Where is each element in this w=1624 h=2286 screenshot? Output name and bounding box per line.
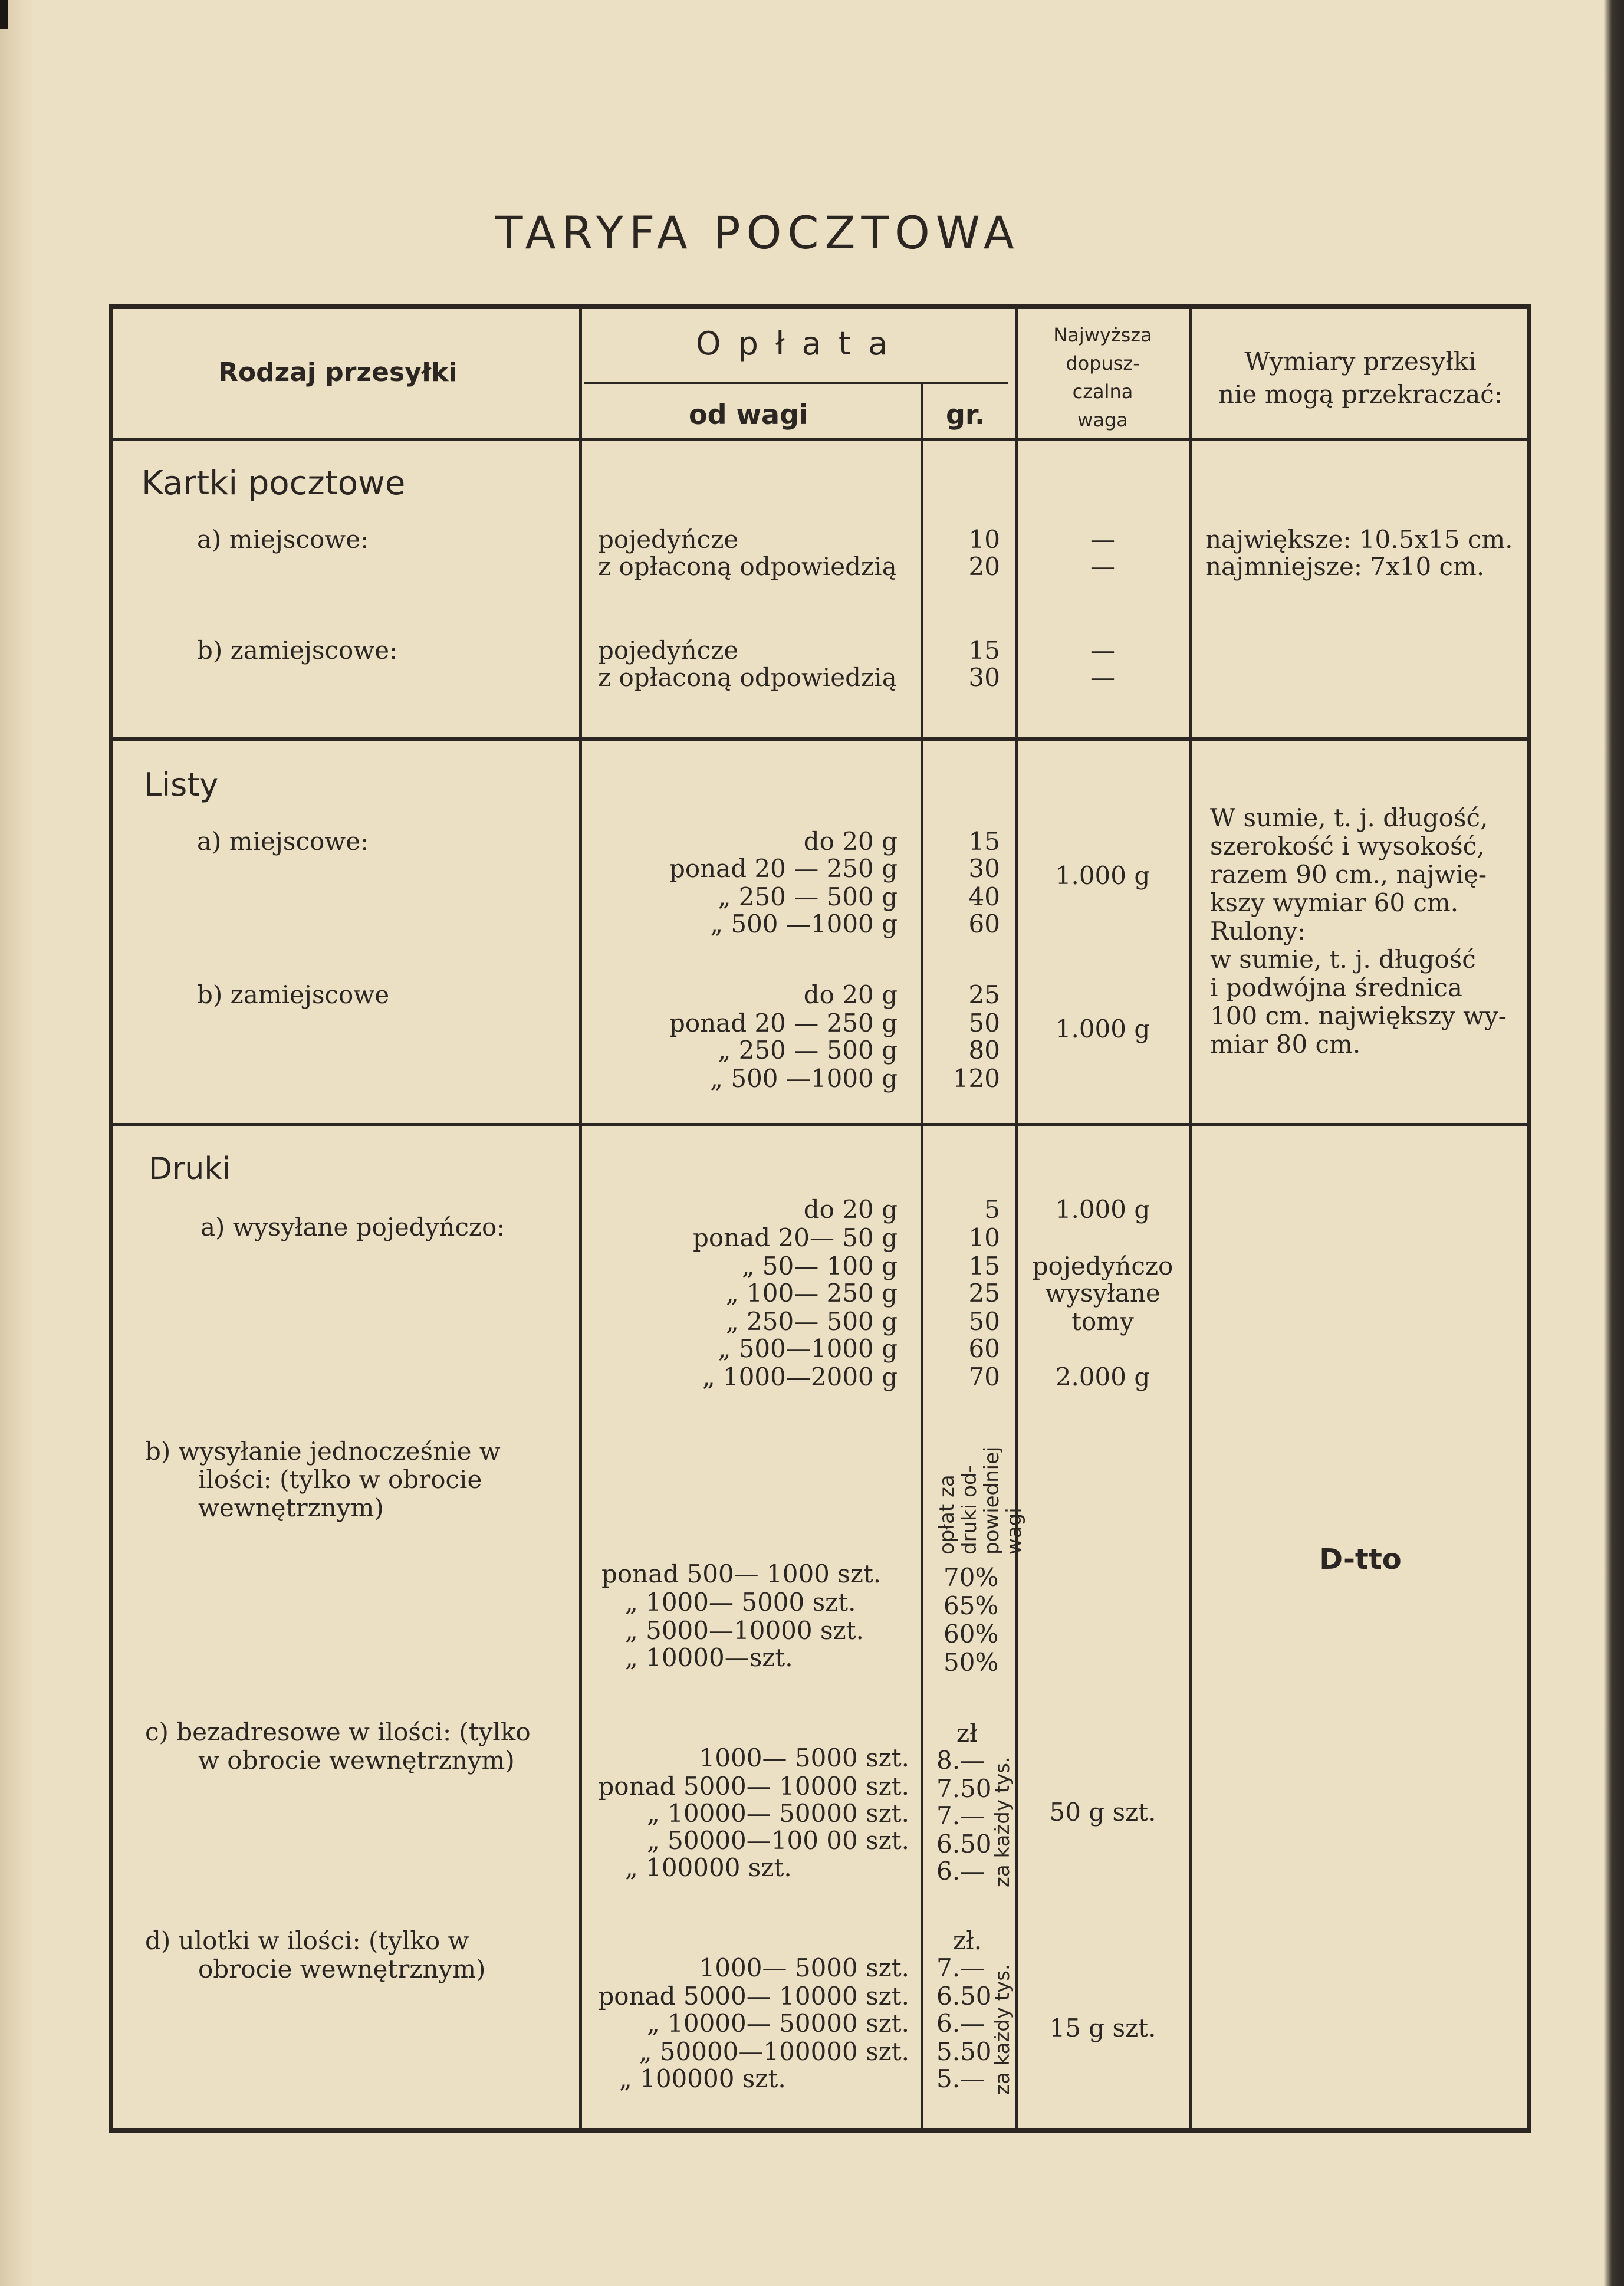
druki-c-label-1: c) bezadresowe w ilości: (tylko [145, 1717, 531, 1746]
listy-b-row-4: „ 500 —1000 g [710, 1064, 898, 1093]
druki-d-row-1: 1000— 5000 szt. [699, 1953, 909, 1982]
druki-c-gr-3: 7.— [936, 1801, 985, 1830]
oplata-subrule [584, 382, 1008, 384]
druki-b-row-1: ponad 500— 1000 szt. [601, 1559, 882, 1588]
druki-a-row-5: „ 250— 500 g [725, 1307, 898, 1336]
listy-a-row-4: „ 500 —1000 g [710, 909, 898, 938]
druki-d-gr-3: 6.— [936, 2009, 985, 2038]
druki-d-row-5: „ 100000 szt. [619, 2064, 786, 2093]
section-heading-listy: Listy [144, 766, 219, 803]
listy-wymiary-9: miar 80 cm. [1210, 1030, 1361, 1059]
druki-c-rotated: za każdy tys. [991, 1756, 1014, 1887]
druki-b-rotated-4: wagi [1002, 1507, 1026, 1555]
listy-b-row-2: ponad 20 — 250 g [669, 1009, 898, 1037]
druki-a-row-3: „ 50— 100 g [741, 1252, 898, 1280]
kartki-b-gr-1: 15 [968, 636, 1000, 665]
col-rule-wymiary [1189, 309, 1192, 2130]
druki-a-max-3: wysyłane [1045, 1279, 1161, 1308]
druki-c-row-4: „ 50000—100 00 szt. [647, 1826, 909, 1855]
listy-a-row-2: ponad 20 — 250 g [669, 854, 898, 883]
druki-d-gr-4: 5.50 [936, 2037, 992, 2066]
listy-b-gr-3: 80 [968, 1036, 1000, 1065]
header-wymiary-1: Wymiary przesyłki [1244, 347, 1477, 376]
druki-d-max: 15 g szt. [1049, 2014, 1156, 2042]
druki-d-row-2: ponad 5000— 10000 szt. [598, 1982, 909, 2011]
druki-a-gr-2: 10 [968, 1223, 1000, 1252]
druki-a-row-7: „ 1000—2000 g [702, 1362, 898, 1391]
kartki-b-max-2: — [1090, 663, 1115, 692]
table-rule-left [109, 304, 113, 2133]
druki-b-row-3: „ 5000—10000 szt. [625, 1616, 864, 1645]
druki-b-label-2: ilości: (tylko w obrocie [198, 1465, 482, 1494]
header-waga-4: waga [1077, 409, 1128, 431]
header-oplata: O p ł a t a [696, 325, 892, 362]
druki-c-max: 50 g szt. [1049, 1798, 1156, 1827]
col-rule-waga [1015, 309, 1018, 2130]
listy-a-label: a) miejscowe: [197, 827, 369, 856]
kartki-a-row-1: pojedyńcze [598, 525, 739, 554]
table-rule-top [109, 304, 1530, 309]
druki-b-rotated-1: opłat za [935, 1474, 959, 1555]
kartki-a-gr-2: 20 [968, 552, 1000, 581]
listy-wymiary-1: W sumie, t. j. długość, [1210, 803, 1488, 832]
listy-b-max: 1.000 g [1055, 1014, 1150, 1043]
kartki-wymiary-2: najmniejsze: 7x10 cm. [1205, 552, 1485, 581]
kartki-b-label: b) zamiejscowe: [197, 636, 398, 665]
kartki-b-row-1: pojedyńcze [598, 636, 739, 665]
page-binding [0, 0, 34, 2286]
table-rule-bottom [109, 2128, 1530, 2133]
page-right-edge [1604, 0, 1624, 2286]
druki-b-rotated-2: druki od- [958, 1465, 981, 1555]
druki-a-row-1: do 20 g [803, 1195, 898, 1224]
druki-d-label-1: d) ulotki w ilości: (tylko w [145, 1926, 469, 1955]
druki-a-row-6: „ 500—1000 g [718, 1334, 898, 1363]
druki-d-label-2: obrocie wewnętrznym) [198, 1955, 486, 1983]
section-heading-druki: Druki [149, 1151, 231, 1187]
druki-b-gr-1: 70% [944, 1563, 999, 1592]
listy-b-label: b) zamiejscowe [197, 980, 390, 1009]
col-rule-gr [921, 382, 923, 2128]
druki-c-label-2: w obrocie wewnętrznym) [198, 1746, 515, 1775]
druki-a-gr-6: 60 [968, 1334, 1000, 1363]
druki-a-gr-3: 15 [968, 1252, 1000, 1280]
druki-b-label-3: wewnętrznym) [198, 1493, 384, 1522]
druki-a-max-1: 1.000 g [1055, 1195, 1150, 1224]
listy-a-gr-2: 30 [968, 854, 1000, 883]
druki-a-gr-1: 5 [984, 1195, 1000, 1224]
druki-c-gr-5: 6.— [936, 1857, 985, 1886]
kartki-wymiary-1: największe: 10.5x15 cm. [1205, 525, 1513, 554]
druki-c-row-3: „ 10000— 50000 szt. [647, 1799, 909, 1828]
listy-b-gr-4: 120 [952, 1064, 1000, 1093]
listy-wymiary-8: 100 cm. największy wy- [1210, 1001, 1507, 1030]
header-waga-2: dopusz- [1066, 352, 1140, 375]
kartki-a-max-2: — [1090, 552, 1115, 581]
listy-a-row-1: do 20 g [803, 827, 898, 856]
druki-d-unit: zł. [953, 1926, 982, 1955]
druki-b-rotated-3: powiedniej [980, 1446, 1004, 1555]
table-rule-header [109, 438, 1530, 441]
listy-wymiary-5: Rulony: [1210, 917, 1306, 945]
druki-a-row-2: ponad 20— 50 g [693, 1223, 898, 1252]
listy-b-gr-2: 50 [968, 1009, 1000, 1037]
druki-c-gr-2: 7.50 [936, 1774, 992, 1803]
listy-b-gr-1: 25 [968, 980, 1000, 1009]
druki-c-row-5: „ 100000 szt. [625, 1853, 792, 1882]
druki-a-max-2: pojedyńczo [1032, 1252, 1173, 1280]
header-rodzaj: Rodzaj przesyłki [218, 357, 458, 387]
druki-b-label-1: b) wysyłanie jednocześnie w [145, 1437, 501, 1466]
druki-a-max-4: tomy [1071, 1307, 1134, 1336]
druki-c-row-2: ponad 5000— 10000 szt. [598, 1772, 909, 1801]
druki-d-row-4: „ 50000—100000 szt. [639, 2037, 909, 2066]
header-waga-3: czalna [1072, 380, 1133, 403]
kartki-b-max-1: — [1090, 636, 1115, 665]
section-heading-kartki: Kartki pocztowe [142, 464, 406, 502]
header-gr: gr. [946, 399, 985, 431]
druki-b-row-4: „ 10000—szt. [625, 1643, 793, 1672]
druki-b-gr-4: 50% [944, 1648, 999, 1677]
listy-a-gr-3: 40 [968, 882, 1000, 911]
listy-wymiary-6: w sumie, t. j. długość [1210, 945, 1476, 974]
druki-c-gr-4: 6.50 [936, 1830, 992, 1858]
druki-c-row-1: 1000— 5000 szt. [699, 1743, 909, 1772]
listy-b-row-3: „ 250 — 500 g [718, 1036, 898, 1065]
druki-b-wymiary-dtto: D-tto [1319, 1543, 1402, 1576]
druki-a-gr-4: 25 [968, 1279, 1000, 1308]
listy-b-row-1: do 20 g [803, 980, 898, 1009]
kartki-a-row-2: z opłaconą odpowiedzią [598, 552, 897, 581]
page-title: TARYFA POCZTOWA [495, 206, 1020, 259]
druki-b-gr-2: 65% [944, 1591, 999, 1620]
listy-wymiary-4: kszy wymiar 60 cm. [1210, 888, 1459, 917]
spine-mark [0, 0, 8, 29]
druki-b-row-2: „ 1000— 5000 szt. [625, 1588, 856, 1617]
druki-c-unit: zł [956, 1719, 978, 1748]
col-rule-oplata [579, 309, 582, 2130]
listy-wymiary-2: szerokość i wysokość, [1210, 832, 1485, 860]
listy-wymiary-7: i podwójna średnica [1210, 973, 1462, 1002]
listy-a-row-3: „ 250 — 500 g [718, 882, 898, 911]
druki-a-label: a) wysyłane pojedyńczo: [200, 1213, 505, 1241]
kartki-a-label: a) miejscowe: [197, 525, 369, 554]
druki-a-row-4: „ 100— 250 g [725, 1279, 898, 1308]
header-od-wagi: od wagi [689, 399, 808, 431]
druki-d-gr-5: 5.— [936, 2064, 985, 2093]
header-wymiary-2: nie mogą przekraczać: [1218, 380, 1503, 409]
listy-wymiary-3: razem 90 cm., najwię- [1210, 860, 1487, 889]
listy-a-gr-1: 15 [968, 827, 1000, 856]
table-rule-kartki [109, 737, 1530, 741]
table-rule-listy [109, 1123, 1530, 1126]
druki-c-gr-1: 8.— [936, 1746, 985, 1775]
druki-a-gr-5: 50 [968, 1307, 1000, 1336]
listy-a-max: 1.000 g [1055, 861, 1150, 890]
listy-a-gr-4: 60 [968, 909, 1000, 938]
kartki-a-max-1: — [1090, 525, 1115, 554]
header-waga-1: Najwyższa [1053, 324, 1152, 346]
kartki-b-row-2: z opłaconą odpowiedzią [598, 663, 897, 692]
druki-d-rotated: za każdy tys. [991, 1964, 1014, 2095]
druki-b-gr-3: 60% [944, 1620, 999, 1648]
kartki-b-gr-2: 30 [968, 663, 1000, 692]
druki-d-gr-2: 6.50 [936, 1982, 992, 2011]
kartki-a-gr-1: 10 [968, 525, 1000, 554]
druki-a-max-5: 2.000 g [1055, 1362, 1150, 1391]
druki-d-gr-1: 7.— [936, 1953, 985, 1982]
table-rule-right [1527, 304, 1531, 2133]
druki-d-row-3: „ 10000— 50000 szt. [647, 2009, 909, 2038]
druki-a-gr-7: 70 [968, 1362, 1000, 1391]
